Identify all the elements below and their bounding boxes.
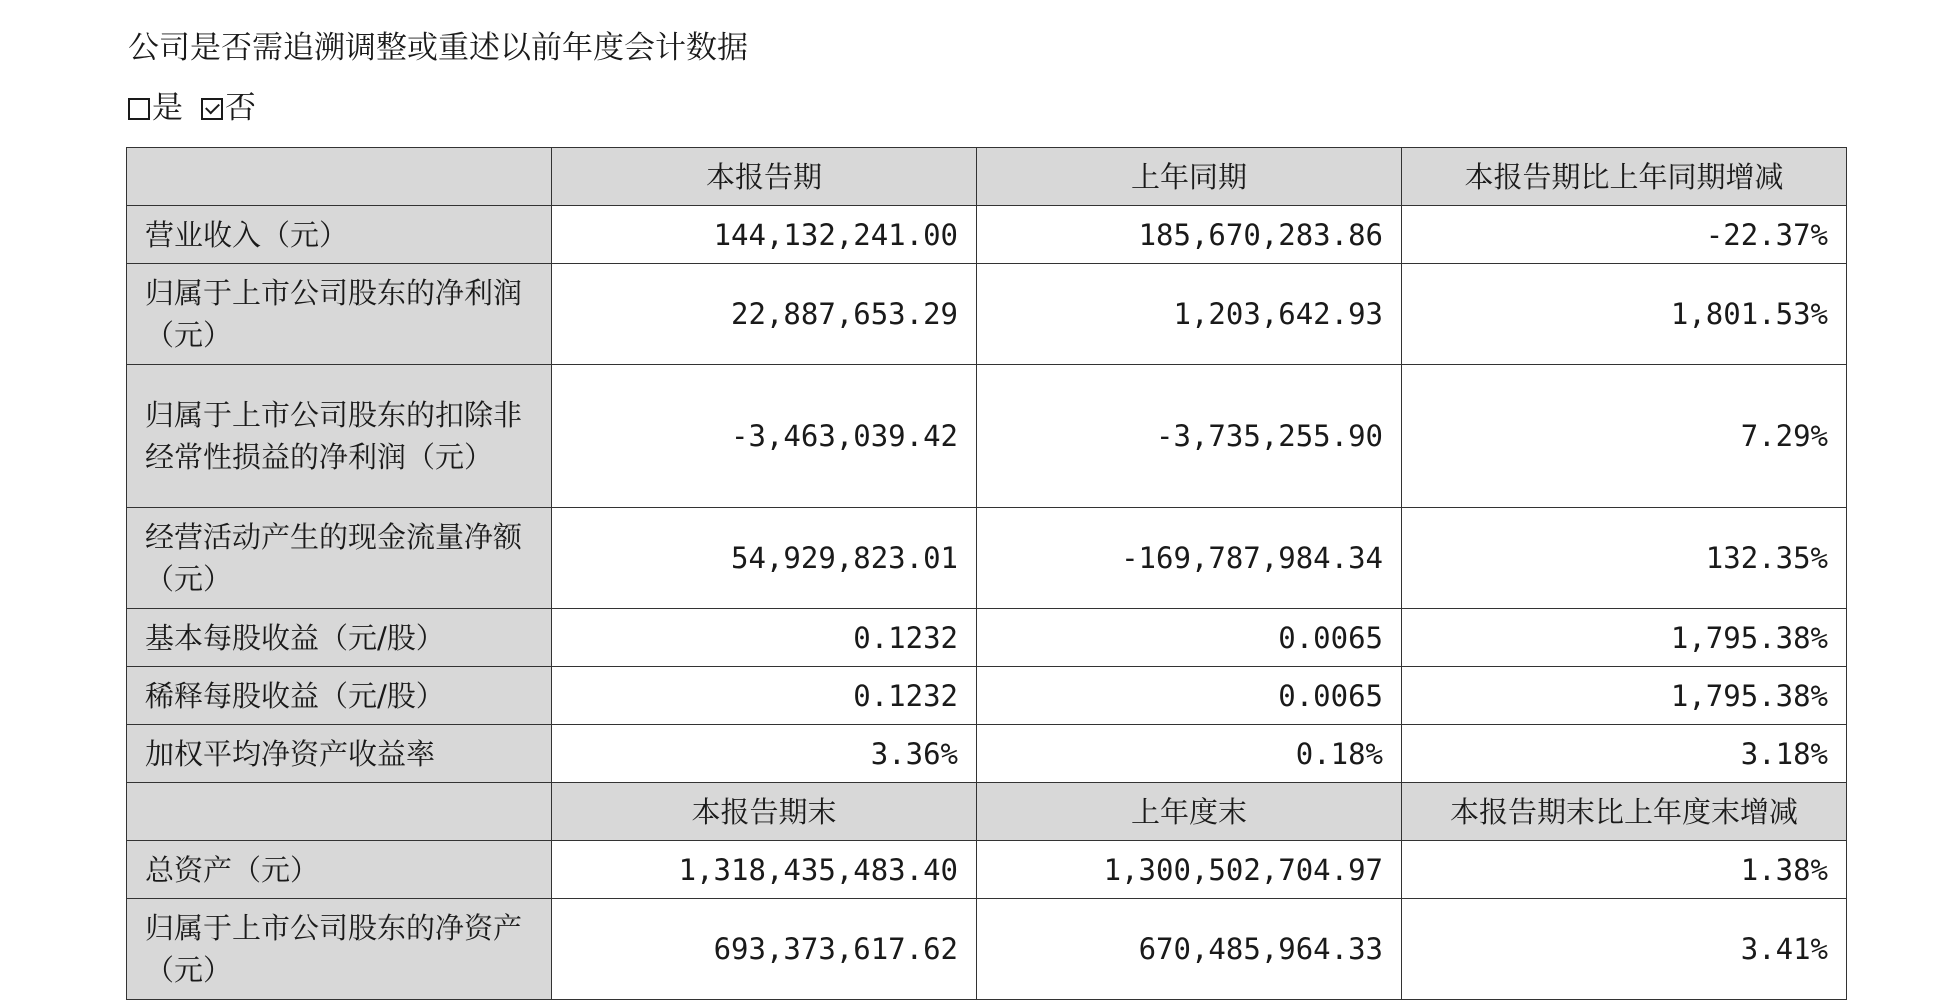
value-cell: 132.35% bbox=[1402, 508, 1847, 609]
value-cell: 0.18% bbox=[977, 725, 1402, 783]
table-row bbox=[127, 609, 1847, 667]
row-label: 经营活动产生的现金流量净额（元） bbox=[127, 508, 552, 609]
value-cell: 54,929,823.01 bbox=[552, 508, 977, 609]
value-cell: -169,787,984.34 bbox=[977, 508, 1402, 609]
header-current-period: 本报告期 bbox=[552, 148, 977, 206]
value-cell: -3,735,255.90 bbox=[977, 365, 1402, 508]
header-change-vs-year-end: 本报告期末比上年度末增减 bbox=[1402, 783, 1847, 841]
value-cell: 1.38% bbox=[1402, 841, 1847, 899]
header-prior-year-end: 上年度末 bbox=[977, 783, 1402, 841]
table-row bbox=[127, 206, 1847, 264]
restatement-question: 公司是否需追溯调整或重述以前年度会计数据 bbox=[128, 30, 748, 66]
value-cell: 0.1232 bbox=[552, 609, 977, 667]
table-header-row bbox=[127, 783, 1847, 841]
no-label: 否 bbox=[225, 90, 256, 126]
header-change: 本报告期比上年同期增减 bbox=[1402, 148, 1847, 206]
yes-checkbox[interactable] bbox=[128, 98, 150, 120]
restatement-answer bbox=[128, 86, 256, 130]
table-row bbox=[127, 365, 1847, 508]
row-label: 稀释每股收益（元/股） bbox=[127, 667, 552, 725]
value-cell: 1,795.38% bbox=[1402, 609, 1847, 667]
value-cell: 0.1232 bbox=[552, 667, 977, 725]
value-cell: 693,373,617.62 bbox=[552, 899, 977, 1000]
row-label: 归属于上市公司股东的扣除非经常性损益的净利润（元） bbox=[127, 365, 552, 508]
table-row bbox=[127, 264, 1847, 365]
row-label: 营业收入（元） bbox=[127, 206, 552, 264]
value-cell: 3.36% bbox=[552, 725, 977, 783]
header-current-period-end: 本报告期末 bbox=[552, 783, 977, 841]
value-cell: -22.37% bbox=[1402, 206, 1847, 264]
table-row bbox=[127, 508, 1847, 609]
value-cell: 7.29% bbox=[1402, 365, 1847, 508]
value-cell: 1,795.38% bbox=[1402, 667, 1847, 725]
value-cell: 3.41% bbox=[1402, 899, 1847, 1000]
value-cell: -3,463,039.42 bbox=[552, 365, 977, 508]
row-label: 加权平均净资产收益率 bbox=[127, 725, 552, 783]
value-cell: 185,670,283.86 bbox=[977, 206, 1402, 264]
row-label: 归属于上市公司股东的净资产（元） bbox=[127, 899, 552, 1000]
financial-data-table bbox=[126, 147, 1847, 1000]
header-cell-blank bbox=[127, 783, 552, 841]
value-cell: 144,132,241.00 bbox=[552, 206, 977, 264]
no-checkbox[interactable] bbox=[201, 98, 223, 120]
value-cell: 22,887,653.29 bbox=[552, 264, 977, 365]
table-row bbox=[127, 899, 1847, 1000]
row-label: 总资产（元） bbox=[127, 841, 552, 899]
value-cell: 3.18% bbox=[1402, 725, 1847, 783]
value-cell: 1,300,502,704.97 bbox=[977, 841, 1402, 899]
value-cell: 1,203,642.93 bbox=[977, 264, 1402, 365]
value-cell: 1,318,435,483.40 bbox=[552, 841, 977, 899]
row-label: 归属于上市公司股东的净利润（元） bbox=[127, 264, 552, 365]
header-prior-period: 上年同期 bbox=[977, 148, 1402, 206]
value-cell: 1,801.53% bbox=[1402, 264, 1847, 365]
yes-label: 是 bbox=[152, 90, 183, 126]
value-cell: 0.0065 bbox=[977, 667, 1402, 725]
table-row bbox=[127, 841, 1847, 899]
table-row bbox=[127, 725, 1847, 783]
table-header-row bbox=[127, 148, 1847, 206]
value-cell: 0.0065 bbox=[977, 609, 1402, 667]
header-cell-blank bbox=[127, 148, 552, 206]
row-label: 基本每股收益（元/股） bbox=[127, 609, 552, 667]
table-row bbox=[127, 667, 1847, 725]
value-cell: 670,485,964.33 bbox=[977, 899, 1402, 1000]
